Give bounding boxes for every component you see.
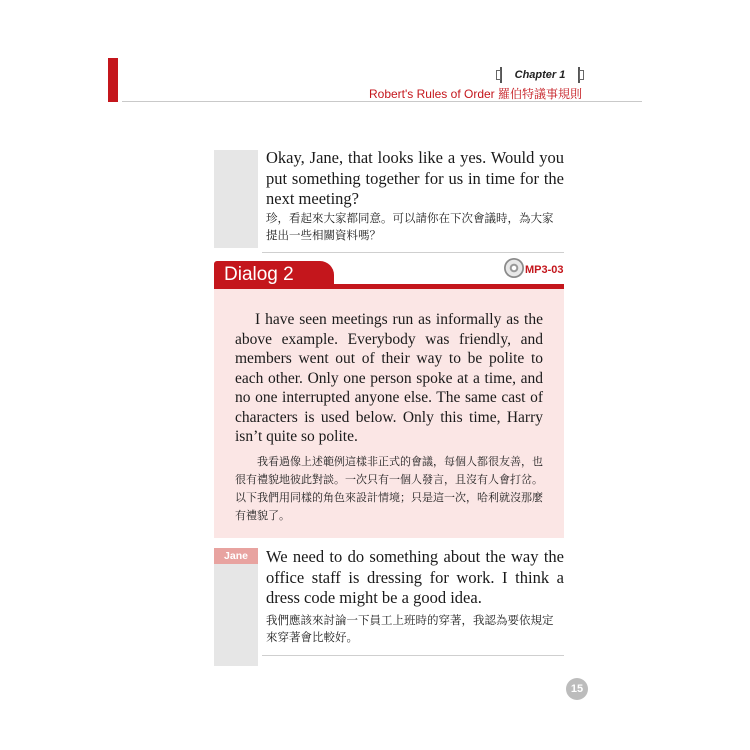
speaker-column xyxy=(214,548,258,666)
audio-disc-icon[interactable] xyxy=(504,258,524,278)
dialog-2-english xyxy=(235,310,543,447)
dialog-2-title: Dialog 2 xyxy=(214,261,334,289)
header-divider xyxy=(122,101,642,102)
dialog-divider xyxy=(262,655,564,656)
dialog-english-text: We need to do something about the way the office staff is dressing for work. I think a dress code might be a good idea. xyxy=(266,547,564,607)
dialog-2-english-paragraph: I have seen meetings run as informally as the above example. Everybody was friendly, and members went out of their way to be polite to each other. Only one person spoke at a time, and no one interrupted anyone else. The same cast of characters is used below. Only this time, Harry isn’t quite so polite. xyxy=(235,311,543,445)
speaker-column xyxy=(214,150,258,248)
dialog-divider xyxy=(262,252,564,253)
dialog-english-text: Okay, Jane, that looks like a yes. Would you put something together for us in time for the next meeting? xyxy=(266,148,564,208)
audio-track-label[interactable]: MP3-03 xyxy=(525,264,564,276)
page-number: 15 xyxy=(566,678,588,700)
book-subtitle: Robert's Rules of Order 羅伯特議事規則 xyxy=(368,87,582,101)
chapter-label: Chapter 1 xyxy=(500,67,580,83)
dialog-2-chinese-paragraph: 我看過像上述範例這樣非正式的會議，每個人都很友善，也很有禮貌地彼此對談。一次只有一個人發言，且沒有人會打岔。以下我們用同樣的角色來設計情境；只是這一次，哈利就沒那麼有禮貌了。 xyxy=(235,455,543,522)
speaker-tag-jane: Jane xyxy=(214,548,258,564)
dialog-chinese-text: 珍，看起來大家都同意。可以請你在下次會議時，為大家提出一些相關資料嗎？ xyxy=(266,211,554,242)
dialog-2-chinese xyxy=(235,453,543,525)
dialog-chinese-text: 我們應該來討論一下員工上班時的穿著，我認為要依規定來穿著會比較好。 xyxy=(266,613,554,644)
chapter-accent-bar xyxy=(108,58,118,102)
